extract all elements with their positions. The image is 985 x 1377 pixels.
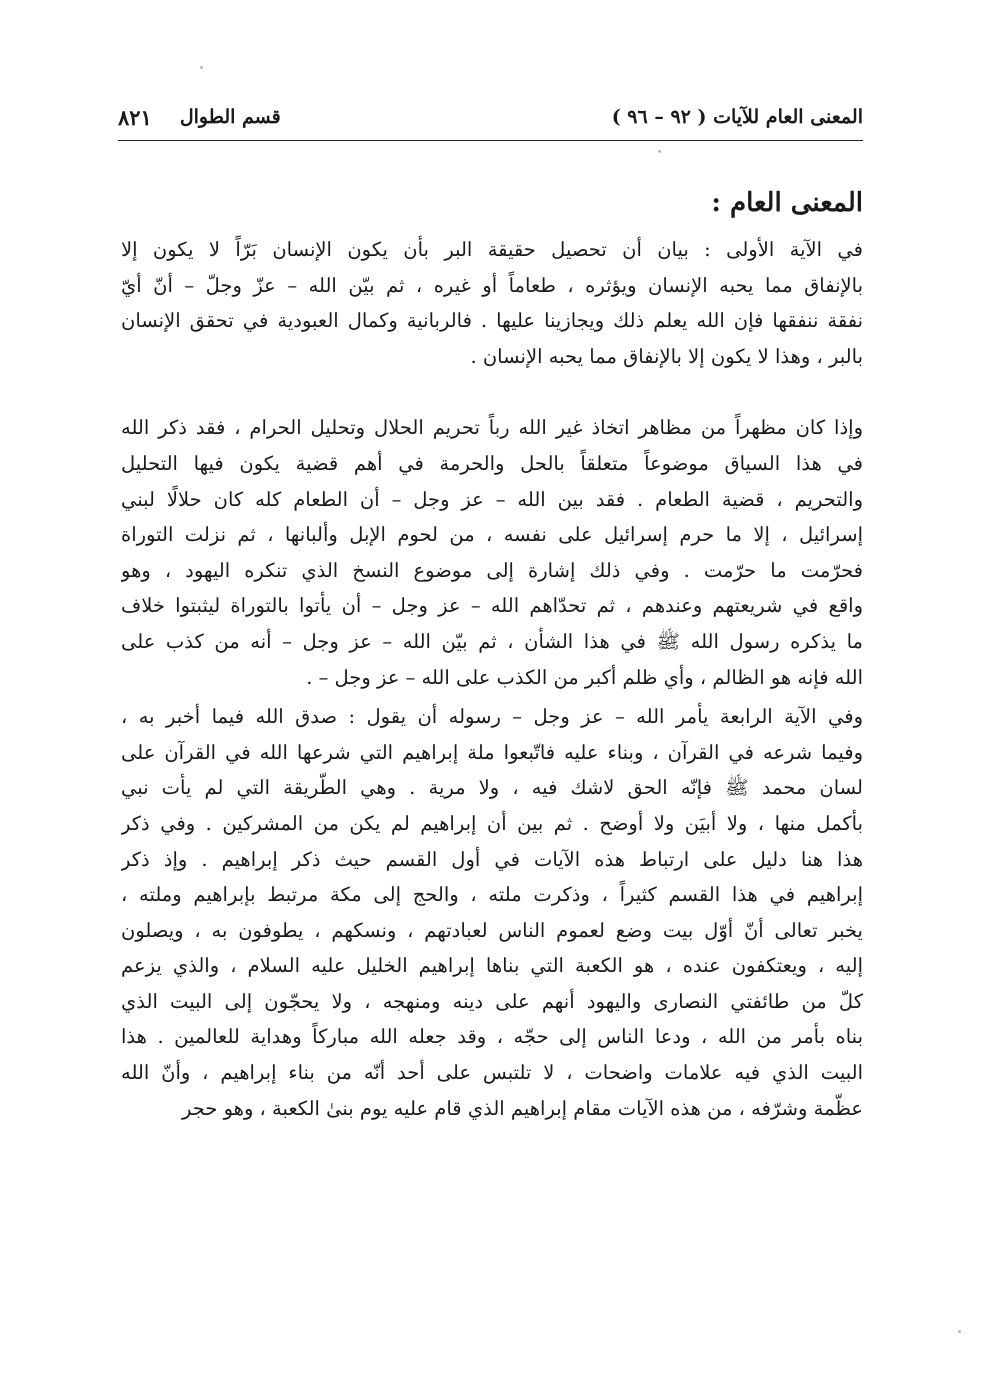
text-line: بالإنفاق مما يحبه الإنسان ويؤثره ، طعاماً أو غيره ، ثم بيّن الله – عزّ وجلّ – أنّ أيّ <box>121 273 863 297</box>
text-line: يخبر تعالى أنّ أوّل بيت وضع لعموم الناس لعبادتهم ، ونسكهم ، يطوفون به ، ويصلون <box>121 918 863 942</box>
text-line: البيت الذي فيه علامات واضحات ، لا تلتبس على أحد أنّه من بناء إبراهيم ، وأنّ الله <box>121 1061 863 1085</box>
section-name: قسم الطوال <box>179 106 281 128</box>
text-line: والتحريم ، قضية الطعام . فقد بين الله – عز وجل – أن الطعام كله كان حلالًا لبني <box>121 487 863 511</box>
paragraph-2 <box>121 410 863 695</box>
header-rule <box>118 140 863 141</box>
text-line: في هذا السياق موضوعاً متعلقاً بالحل والحرمة في أهم قضية يكون فيها التحليل <box>121 451 863 475</box>
text-line: كلّ من طائفتي النصارى واليهود أنهم على دينه ومنهجه ، ولا يحجّون إلى البيت الذي <box>121 989 863 1013</box>
text-line: في الآية الأولى : بيان أن تحصيل حقيقة البر بأن يكون الإنسان بَرّاً لا يكون إلا <box>121 238 863 261</box>
text-line: فحرّمت ما حرّمت . وفي ذلك إشارة إلى موضوع النسخ الذي تنكره اليهود ، وهو <box>121 558 863 582</box>
scan-speck <box>658 150 661 153</box>
text-line: بناه بأمر من الله ، ودعا الناس إلى حجّه ، وقد جعله الله مباركاً وهداية للعالمين . هذا <box>121 1025 863 1049</box>
running-title-group <box>612 106 863 128</box>
text-line: واقع في شريعتهم وعندهم ، ثم تحدّاهم الله – عز وجل – أن يأتوا بالتوراة ليثبتوا خلاف <box>121 594 863 618</box>
header-left-group <box>118 105 281 130</box>
text-line: وإذا كان مظهراً من مظاهر اتخاذ غير الله رباً تحريم الحلال وتحليل الحرام ، فقد ذكر الله <box>121 416 863 440</box>
paragraph-3 <box>121 699 863 1126</box>
body-text <box>121 232 863 1126</box>
paragraph-1 <box>121 232 863 374</box>
text-line: وفيما شرعه في القرآن ، وبناء عليه فاتّبعوا ملة إبراهيم التي شرعها الله في القرآن على <box>121 740 863 764</box>
text-line: بأكمل منها ، ولا أبيَن ولا أوضح . ثم بين أن إبراهيم لم يكن من المشركين . وفي ذكر <box>121 811 863 835</box>
text-line: إبراهيم في هذا القسم كثيراً ، وذكرت ملته ، والحج إلى مكة مرتبط بإبراهيم وملته ، <box>121 883 863 907</box>
text-line: عظّمة وشرّفه ، من هذه الآيات مقام إبراهيم الذي قام عليه يوم بنىٰ الكعبة ، وهو حجر <box>181 1096 863 1120</box>
text-line: بالبر ، وهذا لا يكون إلا بالإنفاق مما يحبه الإنسان . <box>470 344 863 368</box>
text-line: نفقة ننفقها فإن الله يعلم ذلك ويجازينا عليها . فالربانية وكمال العبودية في تحقق الإنسان <box>121 309 863 333</box>
text-line: ما يذكره رسول الله ﷺ في هذا الشأن ، ثم بيّن الله – عز وجل – أنه من كذب على <box>121 629 863 653</box>
page-number: ٨٢١ <box>118 104 152 130</box>
text-line: الله فإنه هو الظالم ، وأي ظلم أكبر من الكذب على الله – عز وجل – . <box>306 665 863 689</box>
page-header <box>118 100 863 134</box>
section-title: المعنى العام : <box>711 188 863 218</box>
text-line: إليه ، ويعتكفون عنده ، هو الكعبة التي بناها إبراهيم الخليل عليه السلام ، والذي يزعم <box>121 954 863 978</box>
text-line: لسان محمد ﷺ فإنّه الحق لاشك فيه ، ولا مرية . وهي الطّريقة التي لم يأت نبي <box>121 776 863 800</box>
text-line: وفي الآية الرابعة يأمر الله – عز وجل – رسوله أن يقول : صدق الله فيما أخبر به ، <box>121 705 863 729</box>
scan-speck <box>200 66 203 69</box>
text-line: هذا هنا دليل على ارتباط هذه الآيات في أول القسم حيث ذكر إبراهيم . وإذ ذكر <box>121 847 863 871</box>
running-title: المعنى العام للآيات ( ٩٢ – ٩٦ ) <box>611 106 863 128</box>
scan-speck <box>958 1330 961 1333</box>
text-line: إسرائيل ، إلا ما حرم إسرائيل على نفسه ، من لحوم الإبل وألبانها ، ثم نزلت التوراة <box>121 523 863 547</box>
